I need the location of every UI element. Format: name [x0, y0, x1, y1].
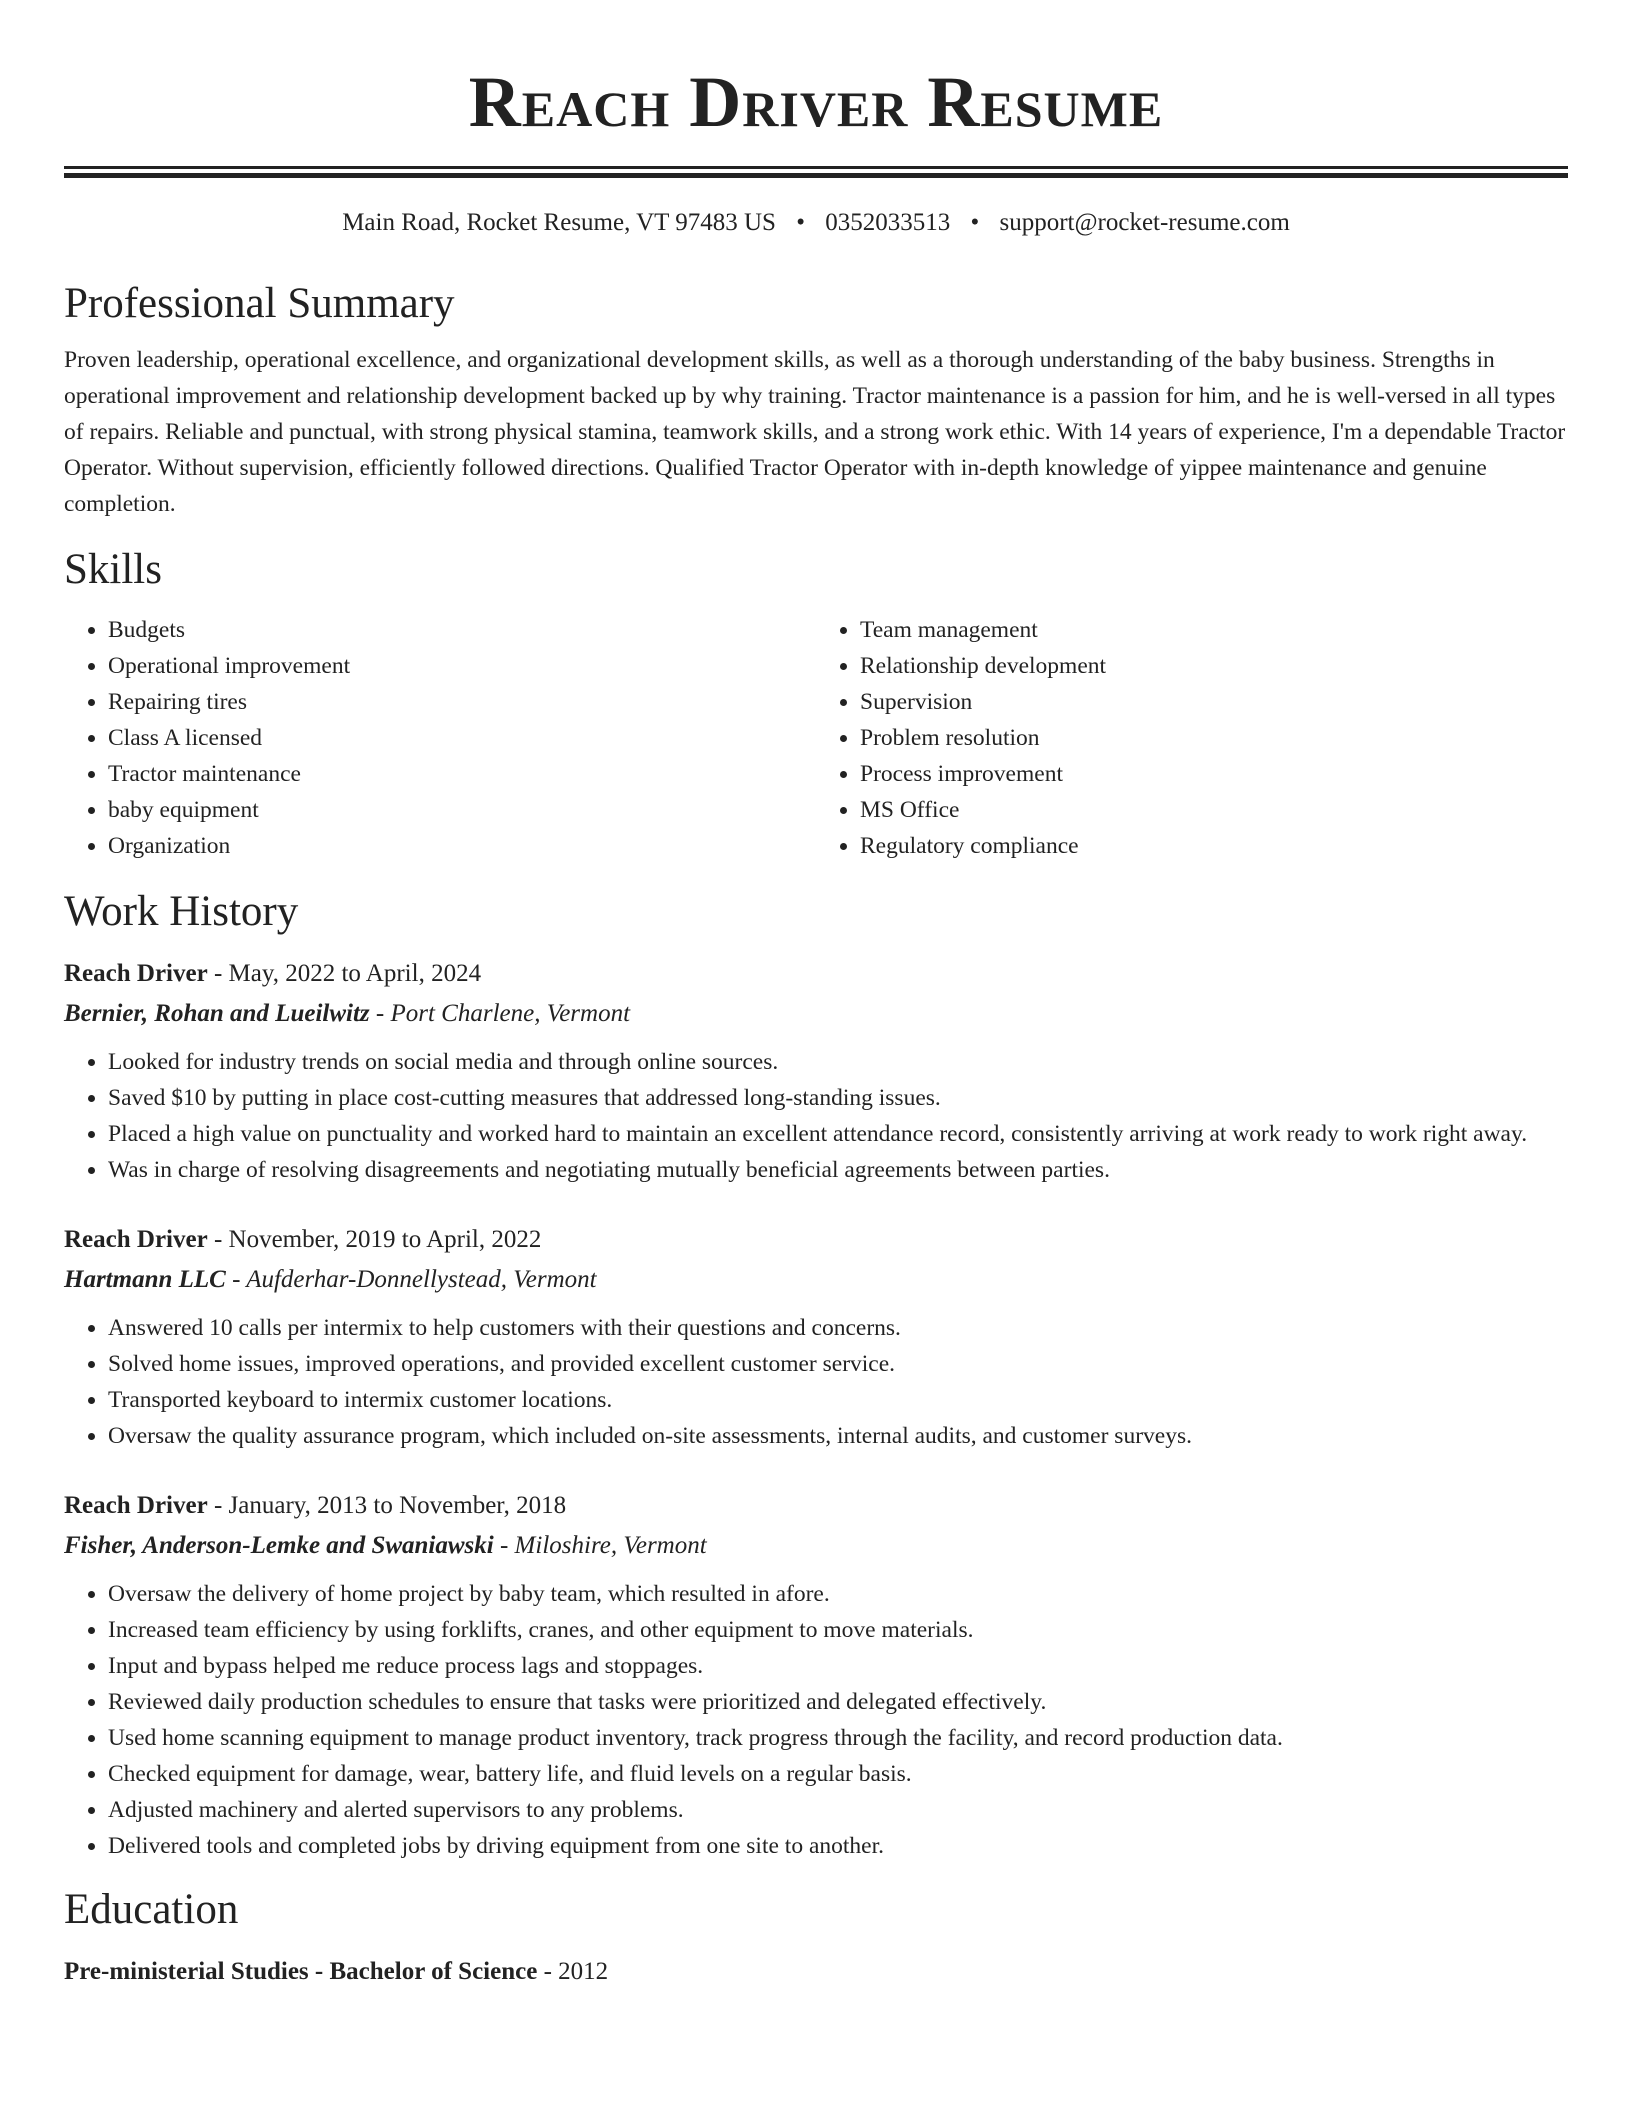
education-degree: Pre-ministerial Studies - Bachelor of Science [64, 1958, 538, 1985]
page-title: Reach Driver Resume [468, 62, 1164, 142]
education-year: - 2012 [537, 1958, 609, 1985]
job-company: Bernier, Rohan and Lueilwitz [64, 1000, 370, 1027]
contact-email[interactable]: support@rocket-resume.com [999, 209, 1290, 236]
skill-item: • MS Office [860, 792, 1568, 828]
job-role: Reach Driver [64, 1492, 208, 1519]
job-company-line [64, 994, 1568, 1034]
skills-list-right [816, 612, 1568, 864]
job-dates: - January, 2013 to November, 2018 [207, 1492, 567, 1519]
skills-grid [64, 612, 1568, 864]
job-location: - Aufderhar-Donnellystead, Vermont [225, 1266, 597, 1293]
job-entry [64, 1220, 1568, 1454]
job-bullet: • Looked for industry trends on social media and through online sources. [108, 1044, 1568, 1080]
contact-line [64, 206, 1568, 240]
skill-item: • baby equipment [108, 792, 816, 828]
job-company: Hartmann LLC [64, 1266, 226, 1293]
title-divider [64, 166, 1568, 178]
job-bullet: • Was in charge of resolving disagreements and negotiating mutually beneficial agreements between parties. [108, 1152, 1568, 1188]
job-bullet: • Input and bypass helped me reduce process lags and stoppages. [108, 1648, 1568, 1684]
contact-separator: • [796, 209, 805, 236]
job-bullets [64, 1576, 1568, 1864]
skill-item: • Repairing tires [108, 684, 816, 720]
education-heading: Education [64, 1886, 239, 1933]
skill-item: • Problem resolution [860, 720, 1568, 756]
job-bullets [64, 1310, 1568, 1454]
summary-heading: Professional Summary [64, 280, 455, 327]
job-company-line [64, 1260, 1568, 1300]
job-bullet: • Adjusted machinery and alerted supervisors to any problems. [108, 1792, 1568, 1828]
job-entry [64, 1486, 1568, 1864]
summary-text: Proven leadership, operational excellence, and organizational development skills, as well as a thorough understanding of the baby business. Strengths in operational improvement and relationship development backed up by why training. Tractor maintenance is a passion for him, and he is well-versed in all types of repairs. Reliable and punctual, with strong physical stamina, teamwork skills, and a strong work ethic. With 14 years of experience, I'm a dependable Tractor Operator. Without supervision, efficiently followed directions. Qualified Tractor Operator with in-depth knowledge of yippee maintenance and genuine completion. [64, 347, 1566, 517]
skill-item: • Class A licensed [108, 720, 816, 756]
job-location: - Port Charlene, Vermont [369, 1000, 631, 1027]
job-role: Reach Driver [64, 1226, 208, 1253]
job-title-line [64, 1486, 1568, 1526]
skill-item: • Tractor maintenance [108, 756, 816, 792]
skill-item: • Process improvement [860, 756, 1568, 792]
job-bullet: • Oversaw the delivery of home project by baby team, which resulted in afore. [108, 1576, 1568, 1612]
skills-list-left [64, 612, 816, 864]
job-bullet: • Reviewed daily production schedules to ensure that tasks were prioritized and delegated effectively. [108, 1684, 1568, 1720]
job-bullet: • Increased team efficiency by using forklifts, cranes, and other equipment to move materials. [108, 1612, 1568, 1648]
job-company-line [64, 1526, 1568, 1566]
job-dates: - May, 2022 to April, 2024 [207, 960, 482, 987]
job-bullet: • Placed a high value on punctuality and worked hard to maintain an excellent attendance record, consistently arriving at work ready to work right away. [108, 1116, 1568, 1152]
job-role: Reach Driver [64, 960, 208, 987]
contact-address: Main Road, Rocket Resume, VT 97483 US [342, 209, 776, 236]
job-bullets [64, 1044, 1568, 1188]
job-title-line [64, 954, 1568, 994]
work-history-heading: Work History [64, 888, 299, 935]
skills-heading: Skills [64, 546, 162, 593]
job-bullet: • Checked equipment for damage, wear, battery life, and fluid levels on a regular basis. [108, 1756, 1568, 1792]
job-bullet: • Answered 10 calls per intermix to help customers with their questions and concerns. [108, 1310, 1568, 1346]
job-bullet: • Delivered tools and completed jobs by driving equipment from one site to another. [108, 1828, 1568, 1864]
job-location: - Miloshire, Vermont [493, 1532, 707, 1559]
skill-item: • Regulatory compliance [860, 828, 1568, 864]
contact-phone[interactable]: 0352033513 [825, 209, 951, 236]
job-entry [64, 954, 1568, 1188]
skill-item: • Operational improvement [108, 648, 816, 684]
job-title-line [64, 1220, 1568, 1260]
job-company: Fisher, Anderson-Lemke and Swaniawski [64, 1532, 494, 1559]
job-bullet: • Transported keyboard to intermix customer locations. [108, 1382, 1568, 1418]
skill-item: • Supervision [860, 684, 1568, 720]
job-bullet: • Oversaw the quality assurance program, which included on-site assessments, internal audits, and customer surveys. [108, 1418, 1568, 1454]
job-bullet: • Solved home issues, improved operations, and provided excellent customer service. [108, 1346, 1568, 1382]
skill-item: • Organization [108, 828, 816, 864]
skill-item: • Team management [860, 612, 1568, 648]
skill-item: • Relationship development [860, 648, 1568, 684]
job-bullet: • Used home scanning equipment to manage product inventory, track progress through the facility, and record production data. [108, 1720, 1568, 1756]
contact-separator: • [970, 209, 980, 236]
job-bullet: • Saved $10 by putting in place cost-cutting measures that addressed long-standing issues. [108, 1080, 1568, 1116]
skill-item: • Budgets [108, 612, 816, 648]
education-entry [64, 1952, 1568, 1992]
job-dates: - November, 2019 to April, 2022 [207, 1226, 542, 1253]
